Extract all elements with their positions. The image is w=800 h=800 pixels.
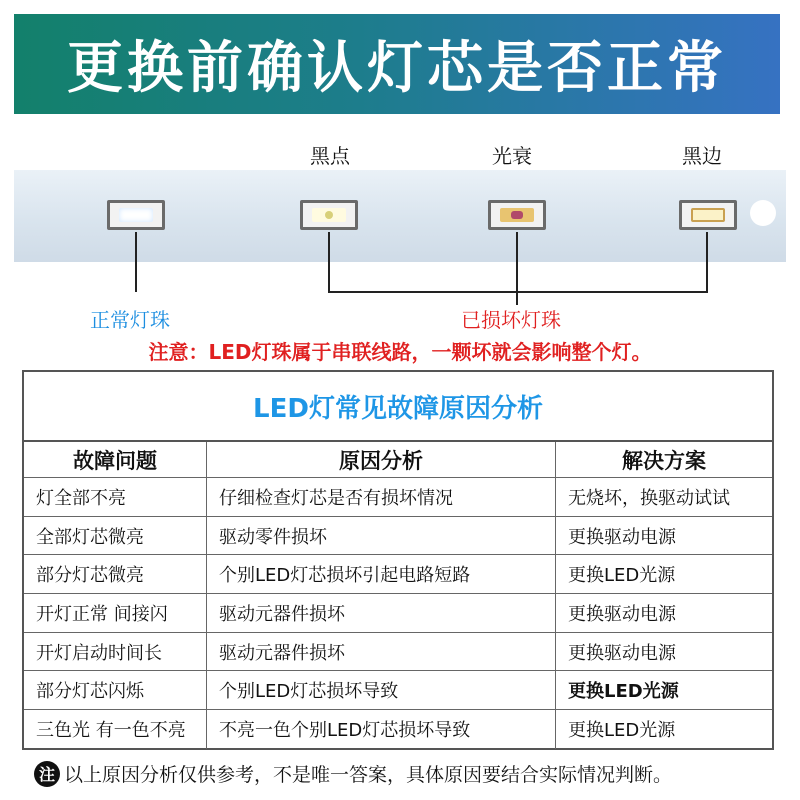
led-light-decay [488,200,546,230]
table-cell: 全部灯芯微亮 [24,517,207,556]
table-cell: 更换LED光源 [556,671,772,710]
table-cell: 更换驱动电源 [556,517,772,556]
black-dot-mark [325,211,333,219]
table-cell: 驱动零件损坏 [207,517,556,556]
label-black-dot: 黑点 [310,144,350,168]
callout-line-damaged-bar [328,291,708,293]
normal-led-label: 正常灯珠 [90,308,170,332]
table-cell: 驱动元器件损坏 [207,594,556,633]
series-circuit-notice: 注意：LED灯珠属于串联线路，一颗坏就会影响整个灯。 [148,340,652,364]
callout-line-damaged-left [328,232,330,292]
table-cell: 个别LED灯芯损坏导致 [207,671,556,710]
table-cell: 驱动元器件损坏 [207,633,556,672]
decay-mark [511,211,523,219]
footnote-text: 以上原因分析仅供参考，不是唯一答案，具体原因要结合实际情况判断。 [64,764,673,786]
strip-notch [750,200,776,226]
led-core-light-decay [500,208,534,222]
table-grid [24,442,772,749]
table-cell: 部分灯芯微亮 [24,555,207,594]
header-cause: 原因分析 [207,442,556,478]
footnote [34,760,672,787]
table-cell: 更换LED光源 [556,555,772,594]
table-cell: 更换驱动电源 [556,633,772,672]
header-banner [14,14,780,114]
callout-line-normal [135,232,137,292]
table-cell: 灯全部不亮 [24,478,207,517]
damaged-led-label: 已损坏灯珠 [461,308,561,332]
table-cell: 部分灯芯闪烁 [24,671,207,710]
header-fault: 故障问题 [24,442,207,478]
callout-line-damaged-right [706,232,708,292]
table-cell: 无烧坏，换驱动试试 [556,478,772,517]
table-cell: 三色光 有一色不亮 [24,710,207,749]
led-core-black-edge [691,208,725,222]
callout-line-damaged-mid [516,232,518,292]
table-title: LED灯常见故障原因分析 [24,372,772,442]
table-cell: 不亮一色个别LED灯芯损坏导致 [207,710,556,749]
header-solution: 解决方案 [556,442,772,478]
table-cell: 仔细检查灯芯是否有损坏情况 [207,478,556,517]
table-cell: 开灯正常 间接闪 [24,594,207,633]
table-cell: 个别LED灯芯损坏引起电路短路 [207,555,556,594]
table-cell: 开灯启动时间长 [24,633,207,672]
led-black-edge [679,200,737,230]
led-core-black-dot [312,208,346,222]
label-black-edge: 黑边 [682,144,722,168]
fault-table [22,370,774,750]
table-cell: 更换LED光源 [568,720,676,742]
note-badge-icon: 注 [34,761,60,787]
led-strip [14,170,786,262]
led-black-dot [300,200,358,230]
led-core-normal [119,208,153,222]
led-normal [107,200,165,230]
banner-title: 更换前确认灯芯是否正常 [67,36,727,101]
table-cell: 更换驱动电源 [556,594,772,633]
callout-line-damaged-stem [516,291,518,305]
label-light-decay: 光衰 [492,144,532,168]
